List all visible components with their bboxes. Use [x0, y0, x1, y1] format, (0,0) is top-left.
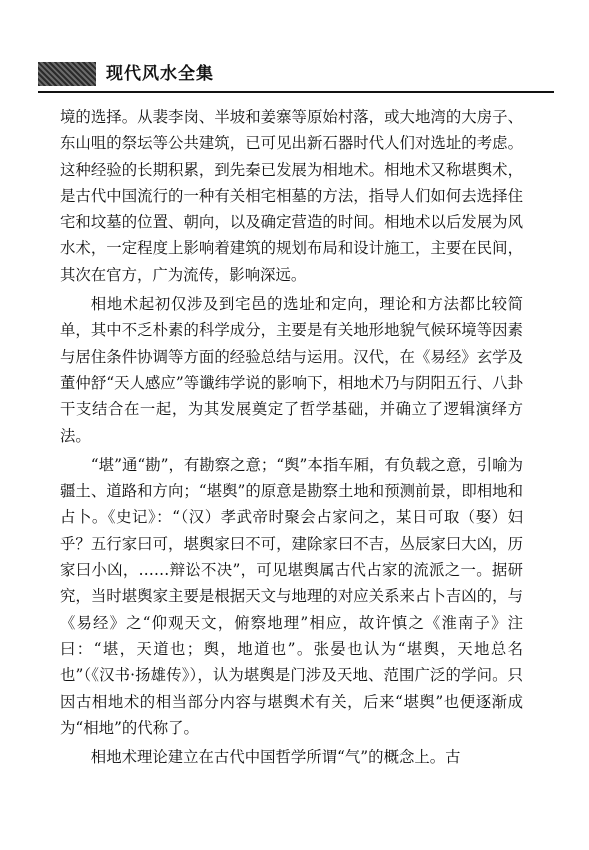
paragraph: “堪”通“勘”，有勘察之意；“舆”本指车厢，有负载之意，引喻为疆土、道路和方向；“堪舆”的原意是勘察土地和预测前景，即相地和占卜。《史记》：“（汉）孝武帝时聚会占家问之，某日可取（娶）妇乎？五行家曰可，堪舆家曰不可，建除家曰不吉，丛辰家曰大凶，历家曰小凶，……辩讼不决”，可见堪舆属古代占家的流派之一。据研究，当时堪舆家主要是根据天文与地理的对应关系来占卜吉凶的，与《易经》之“仰观天文，俯察地理”相应，故许慎之《淮南子》注曰：“堪，天道也；舆，地道也”。张晏也认为“堪舆，天地总名也”（《汉书·扬雄传》），认为堪舆是门涉及天地、范围广泛的学问。只因古相地术的相当部分内容与堪舆术有关，后来“堪舆”也便逐渐成为“相地”的代称了。	[60, 455, 523, 737]
body-text	[60, 104, 523, 773]
paragraph: 相地术起初仅涉及到宅邑的选址和定向，理论和方法都比较简单，其中不乏朴素的科学成分，主要是有关地形地貌气候环境等因素与居住条件协调等方面的经验总结与运用。汉代，在《易经》玄学及董仲舒“天人感应”等谶纬学说的影响下，相地术乃与阴阳五行、八卦干支结合在一起，为其发展奠定了哲学基础，并确立了逻辑演绎方法。	[60, 295, 523, 445]
paragraph-continued: 境的选择。从裴李岗、半坡和姜寨等原始村落，或大地湾的大房子、东山咀的祭坛等公共建筑，已可见出新石器时代人们对选址的考虑。这种经验的长期积累，到先秦已发展为相地术。相地术又称堪舆术，是古代中国流行的一种有关相宅相墓的方法，指导人们如何去选择住宅和坟墓的位置、朝向，以及确定营造的时间。相地术以后发展为风水术，一定程度上影响着建筑的规划布局和设计施工，主要在民间，其次在官方，广为流传，影响深远。	[60, 108, 523, 284]
book-title: 现代风水全集	[106, 64, 214, 84]
header-rule	[38, 91, 554, 93]
paragraph: 相地术理论建立在古代中国哲学所谓“气”的概念上。古	[90, 748, 461, 767]
running-header	[38, 62, 554, 88]
header-decorative-block	[38, 62, 96, 86]
